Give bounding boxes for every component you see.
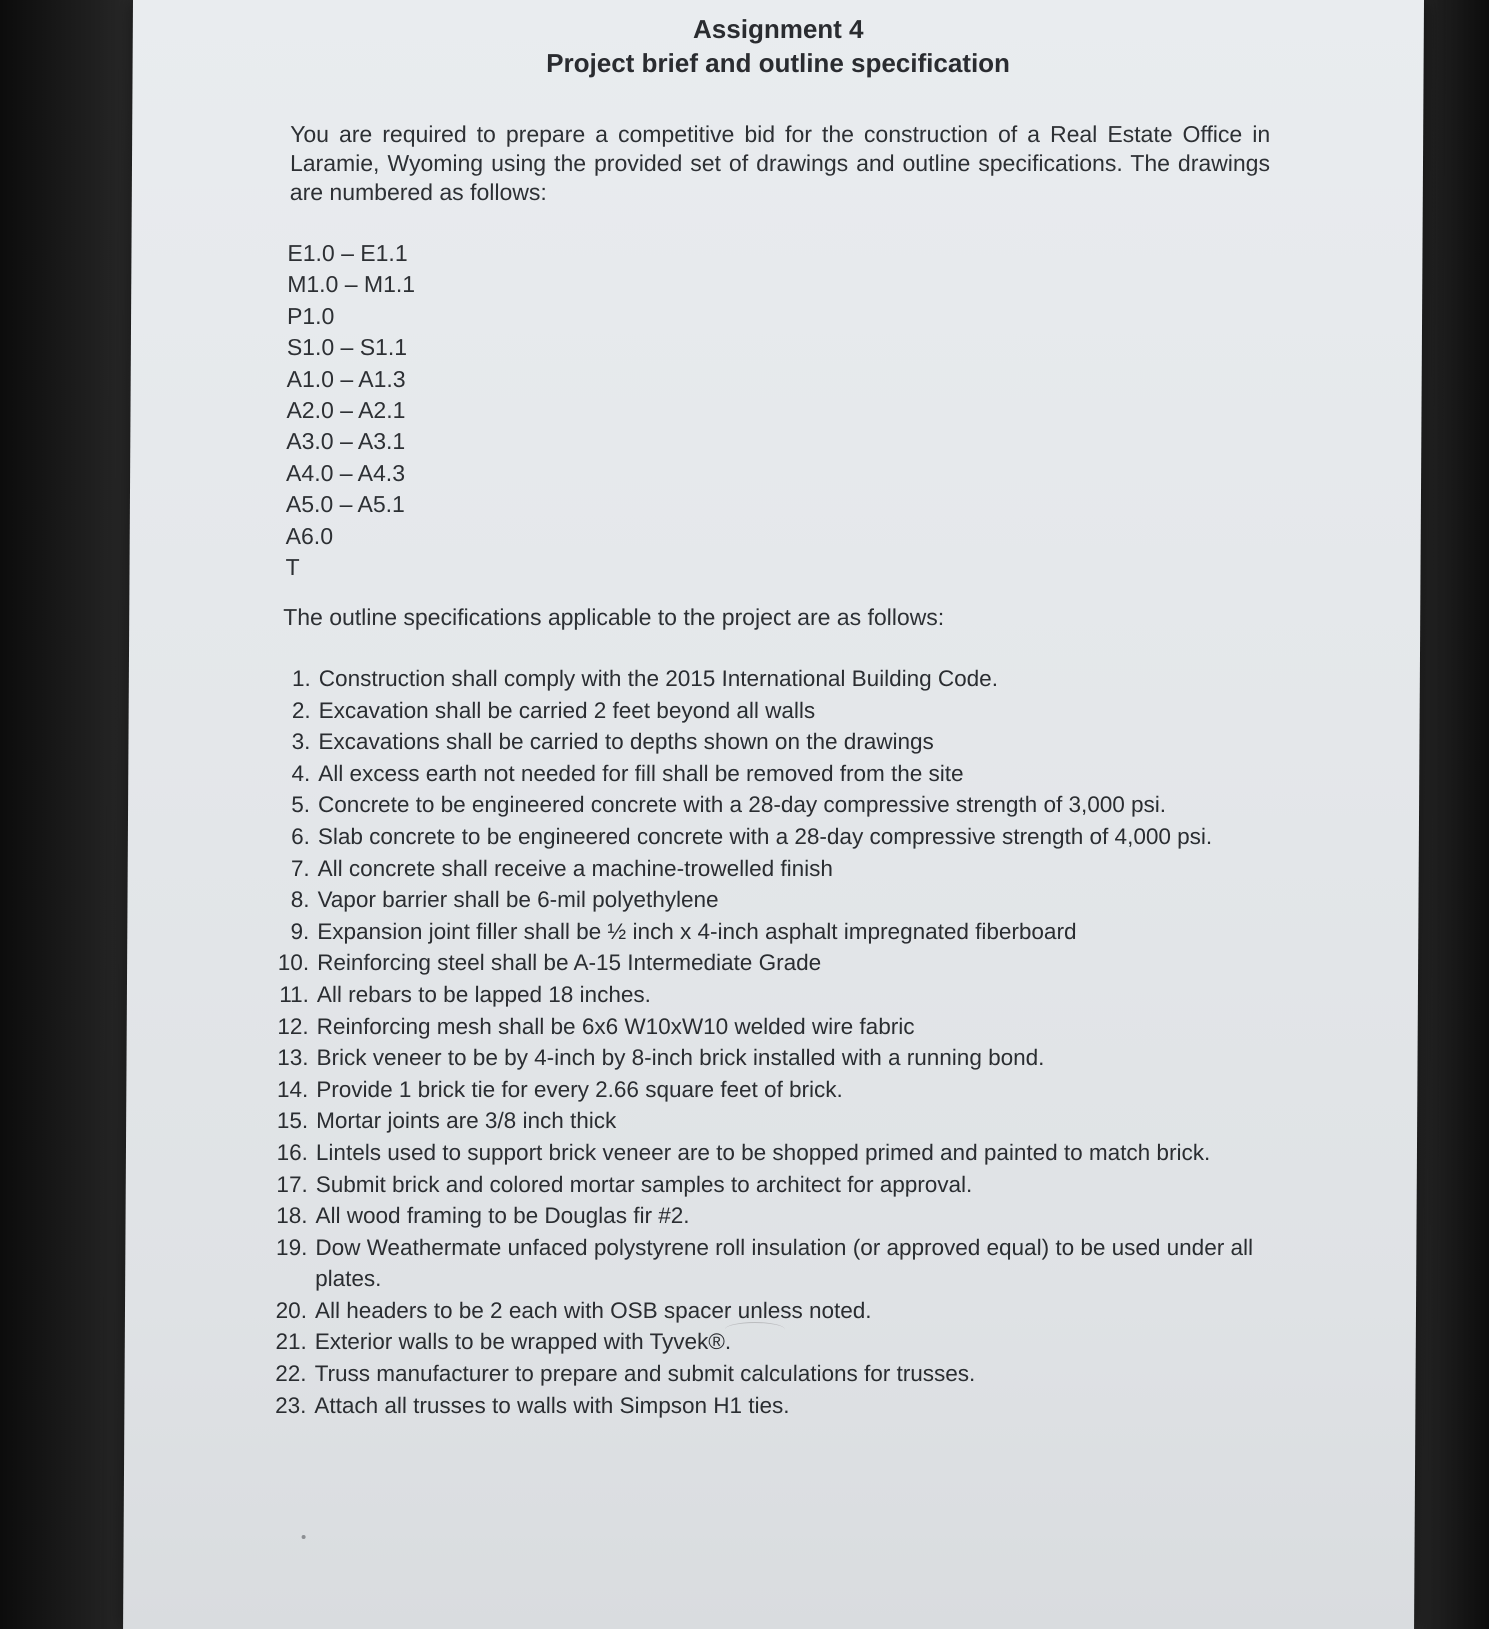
spec-item-number: 12. bbox=[277, 1013, 309, 1039]
drawing-number-item: T bbox=[285, 553, 300, 580]
spec-item-number: 7. bbox=[290, 855, 310, 881]
spec-item bbox=[273, 1232, 1283, 1295]
spec-item-text: Concrete to be engineered concrete with a 28-day compressive strength of 3,000 psi. bbox=[318, 792, 1167, 818]
spec-item-number: 15. bbox=[276, 1108, 309, 1134]
spec-item-number: 2. bbox=[291, 697, 311, 723]
drawing-number-item: A1.0 – A1.3 bbox=[286, 365, 406, 392]
spec-item bbox=[276, 821, 1286, 853]
spec-item bbox=[275, 884, 1285, 916]
spec-item-text: All rebars to be lapped 18 inches. bbox=[316, 981, 651, 1007]
spec-item-number: 8. bbox=[290, 887, 310, 913]
drawing-number-item: P1.0 bbox=[286, 302, 335, 329]
spec-item-text: Reinforcing mesh shall be 6x6 W10xW10 welded wire fabric bbox=[316, 1013, 915, 1039]
drawing-number-list bbox=[285, 238, 415, 583]
spec-item-number: 1. bbox=[292, 666, 311, 691]
spec-item-text: Mortar joints are 3/8 inch thick bbox=[316, 1108, 617, 1134]
spec-item bbox=[275, 947, 1285, 979]
drawing-number-item: E1.0 – E1.1 bbox=[287, 240, 408, 266]
spec-item-text: All headers to be 2 each with OSB spacer unless noted. bbox=[314, 1297, 872, 1323]
spec-item-text: Brick veneer to be by 4-inch by 8-inch brick installed with a running bond. bbox=[316, 1045, 1045, 1071]
spec-item bbox=[275, 916, 1285, 948]
spec-item-text: Submit brick and colored mortar samples to architect for approval. bbox=[315, 1171, 973, 1197]
drawing-number-item: S1.0 – S1.1 bbox=[286, 334, 408, 361]
spec-item-number: 4. bbox=[291, 760, 311, 786]
spec-item-text: Truss manufacturer to prepare and submit calculations for trusses. bbox=[314, 1361, 976, 1387]
spec-item-number: 3. bbox=[291, 729, 311, 755]
spec-item-text: Construction shall comply with the 2015 International Building Code. bbox=[318, 666, 999, 691]
spec-item-number: 18. bbox=[276, 1203, 308, 1229]
spec-item-text: Slab concrete to be engineered concrete with a 28-day compressive strength of 4,000 psi. bbox=[317, 823, 1213, 849]
spec-item bbox=[274, 1042, 1284, 1074]
spec-item-text: All excess earth not needed for fill shall be removed from the site bbox=[318, 760, 964, 786]
spec-item-number: 22. bbox=[275, 1361, 307, 1387]
spec-item bbox=[275, 1011, 1285, 1043]
drawing-number-item: A2.0 – A2.1 bbox=[286, 396, 406, 423]
spec-item bbox=[276, 789, 1286, 821]
spec-item-text: Attach all trusses to walls with Simpson H1 ties. bbox=[314, 1392, 790, 1418]
spec-item-number: 9. bbox=[290, 918, 310, 944]
spec-item-number: 16. bbox=[276, 1139, 309, 1165]
spec-item bbox=[274, 1074, 1284, 1106]
spec-item bbox=[274, 1137, 1284, 1169]
spec-item bbox=[272, 1390, 1282, 1422]
spec-item-number: 23. bbox=[275, 1392, 307, 1418]
spec-item-number: 5. bbox=[291, 792, 311, 818]
spec-item-text: Excavation shall be carried 2 feet beyond all walls bbox=[318, 697, 816, 723]
drawing-number-item: A6.0 bbox=[285, 522, 334, 549]
drawing-number-item: A5.0 – A5.1 bbox=[285, 491, 405, 518]
outline-specification-list bbox=[272, 663, 1287, 1421]
paper-crease bbox=[725, 1322, 785, 1337]
paper-speck bbox=[302, 1535, 306, 1539]
intro-paragraph: You are required to prepare a competitive bid for the construction of a Real Estate Office in Laramie, Wyoming using the provided set of drawings and outline specifications. The drawings are numbered as follows: bbox=[289, 121, 1271, 205]
spec-item-text: Reinforcing steel shall be A-15 Intermediate Grade bbox=[317, 950, 822, 976]
dark-background-left bbox=[0, 0, 140, 1629]
spec-item-text: Lintels used to support brick veneer are to be shopped primed and painted to match brick. bbox=[315, 1139, 1211, 1165]
spec-item bbox=[277, 663, 1287, 695]
document-subtitle: Project brief and outline specification bbox=[546, 48, 1011, 78]
spec-item bbox=[273, 1200, 1283, 1232]
spec-item bbox=[275, 979, 1285, 1011]
drawing-number-item: A3.0 – A3.1 bbox=[286, 428, 406, 455]
document-page bbox=[123, 0, 1424, 1629]
spec-item-text: Provide 1 brick tie for every 2.66 square feet of brick. bbox=[316, 1076, 843, 1102]
spec-item bbox=[276, 726, 1286, 758]
spec-item-number: 13. bbox=[277, 1045, 309, 1071]
spec-intro-text: The outline specifications applicable to the project are as follows: bbox=[283, 604, 945, 630]
spec-item bbox=[274, 1169, 1284, 1201]
spec-item bbox=[273, 1358, 1283, 1390]
spec-item-number: 10. bbox=[277, 950, 310, 976]
spec-item bbox=[273, 1295, 1283, 1327]
spec-item-number: 19. bbox=[276, 1234, 308, 1260]
spec-item-text: Dow Weathermate unfaced polystyrene roll insulation (or approved equal) to be used under all plates. bbox=[315, 1234, 1254, 1292]
spec-item-number: 11. bbox=[279, 981, 310, 1007]
document-title: Assignment 4 bbox=[692, 14, 864, 44]
spec-item-text: Excavations shall be carried to depths shown on the drawings bbox=[318, 729, 934, 755]
drawing-number-item: A4.0 – A4.3 bbox=[286, 459, 406, 486]
spec-item bbox=[277, 695, 1287, 727]
spec-item-text: All wood framing to be Douglas fir #2. bbox=[315, 1203, 690, 1229]
spec-item-number: 6. bbox=[291, 823, 310, 849]
spec-item-number: 17. bbox=[276, 1171, 308, 1197]
spec-item bbox=[276, 758, 1286, 790]
spec-item-number: 20. bbox=[275, 1297, 308, 1323]
spec-item-text: Vapor barrier shall be 6-mil polyethylene bbox=[317, 887, 719, 913]
spec-item bbox=[276, 853, 1286, 885]
spec-item-text: Exterior walls to be wrapped with Tyvek®. bbox=[314, 1329, 732, 1355]
spec-item-number: 14. bbox=[276, 1076, 309, 1102]
spec-item-text: All concrete shall receive a machine-trowelled finish bbox=[317, 855, 834, 881]
spec-item bbox=[274, 1105, 1284, 1137]
spec-item-number: 21. bbox=[275, 1329, 307, 1355]
spec-item-text: Expansion joint filler shall be ½ inch x 4-inch asphalt impregnated fiberboard bbox=[317, 918, 1077, 944]
drawing-number-item: M1.0 – M1.1 bbox=[287, 271, 416, 298]
